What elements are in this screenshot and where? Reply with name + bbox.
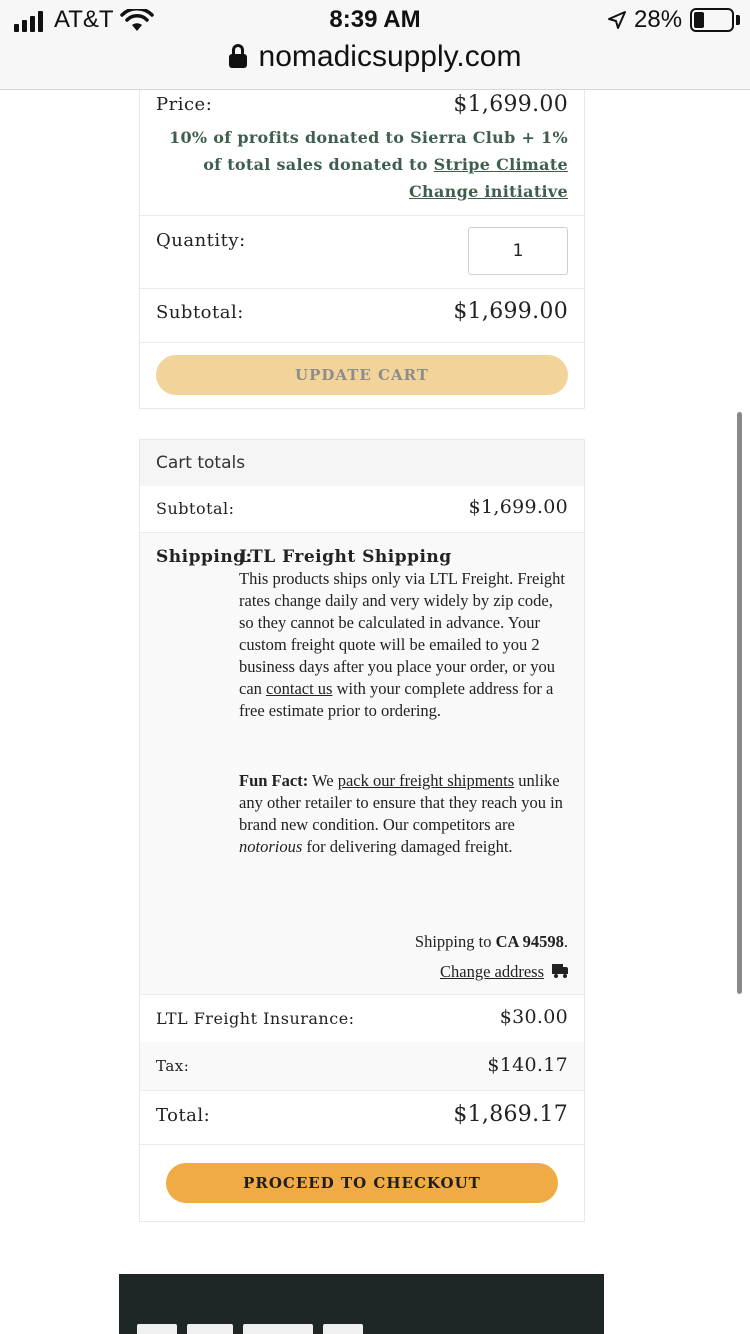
insurance-value: $30.00 <box>499 1006 568 1028</box>
battery-icon <box>690 8 734 32</box>
change-address-link[interactable] <box>440 962 568 982</box>
price-value: $1,699.00 <box>453 92 568 117</box>
battery-percent: 28% <box>634 6 683 33</box>
divider <box>140 994 584 995</box>
divider <box>140 1144 584 1145</box>
divider <box>140 288 584 289</box>
browser-status-bar <box>0 0 750 90</box>
truck-icon <box>552 964 568 978</box>
price-label: Price: <box>156 94 213 115</box>
proceed-to-checkout-button[interactable]: PROCEED TO CHECKOUT <box>166 1163 558 1203</box>
shipping-label: Shipping: <box>156 547 253 567</box>
url-text: nomadicsupply.com <box>258 40 522 73</box>
shipping-desc-text-end: with your complete address for a free estimate prior to ordering. <box>239 679 554 720</box>
donation-text: 10% of profits donated to Sierra Club + 1% of total sales donated to <box>169 128 568 174</box>
fun-fact-label: Fun Fact: <box>239 771 309 790</box>
battery-tip <box>736 15 740 25</box>
donation-note <box>156 124 568 205</box>
subtotal-label: Subtotal: <box>156 302 244 323</box>
divider <box>140 215 584 216</box>
total-label: Total: <box>156 1105 211 1126</box>
quantity-input[interactable]: 1 <box>468 227 568 275</box>
totals-subtotal-label: Subtotal: <box>156 499 235 518</box>
shipping-description <box>239 568 571 722</box>
contact-us-link[interactable]: contact us <box>266 679 333 698</box>
stripe-climate-link[interactable]: Stripe Climate Change initiative <box>409 155 568 201</box>
shipping-to-prefix: Shipping to <box>414 932 496 951</box>
change-address-text: Change address <box>439 962 544 981</box>
update-cart-button[interactable]: UPDATE CART <box>156 355 568 395</box>
cart-item-card <box>139 90 585 409</box>
lock-icon <box>229 44 247 68</box>
divider <box>140 342 584 343</box>
fun-fact-text: unlike any other retailer to ensure that they reach you in brand new condition. Our competitors are <box>239 771 563 834</box>
shipping-to-location: CA 94598 <box>495 932 564 951</box>
shipping-to-suffix: . <box>563 932 568 951</box>
pack-freight-link[interactable]: pack our freight shipments <box>337 771 515 790</box>
page-scrollbar[interactable] <box>737 412 742 994</box>
insurance-label: LTL Freight Insurance: <box>156 1009 355 1028</box>
fun-fact-emphasis: notorious <box>239 837 303 856</box>
divider <box>140 1090 584 1091</box>
total-value: $1,869.17 <box>453 1102 568 1127</box>
url-bar[interactable] <box>0 40 750 74</box>
shipping-method: LTL Freight Shipping <box>239 547 452 567</box>
carrier-name: AT&T <box>54 6 114 33</box>
footer-heading-cropped <box>137 1324 397 1334</box>
tax-label: Tax: <box>156 1057 190 1075</box>
totals-subtotal-value: $1,699.00 <box>468 496 568 518</box>
fun-fact-text-end: for delivering damaged freight. <box>302 837 513 856</box>
cart-totals-heading: Cart totals <box>156 453 246 473</box>
status-time: 8:39 AM <box>329 6 421 33</box>
battery-level-fill <box>694 12 704 28</box>
fun-fact-text-start: We <box>308 771 338 790</box>
shipping-desc-text: This products ships only via LTL Freight. Freight rates change daily and very widely by zip code, so they cannot be calculated in advance. Your custom freight quote will be emailed to you 2 business days after you place your order, or you can <box>239 569 566 698</box>
tax-value: $140.17 <box>487 1054 568 1076</box>
cart-totals-header <box>140 440 584 486</box>
fun-fact <box>239 770 571 858</box>
cart-totals-card <box>139 439 585 1222</box>
location-arrow-icon <box>607 10 627 30</box>
subtotal-value: $1,699.00 <box>453 299 568 324</box>
footer-section <box>119 1274 604 1334</box>
quantity-label: Quantity: <box>156 230 246 251</box>
shipping-destination <box>415 932 568 952</box>
